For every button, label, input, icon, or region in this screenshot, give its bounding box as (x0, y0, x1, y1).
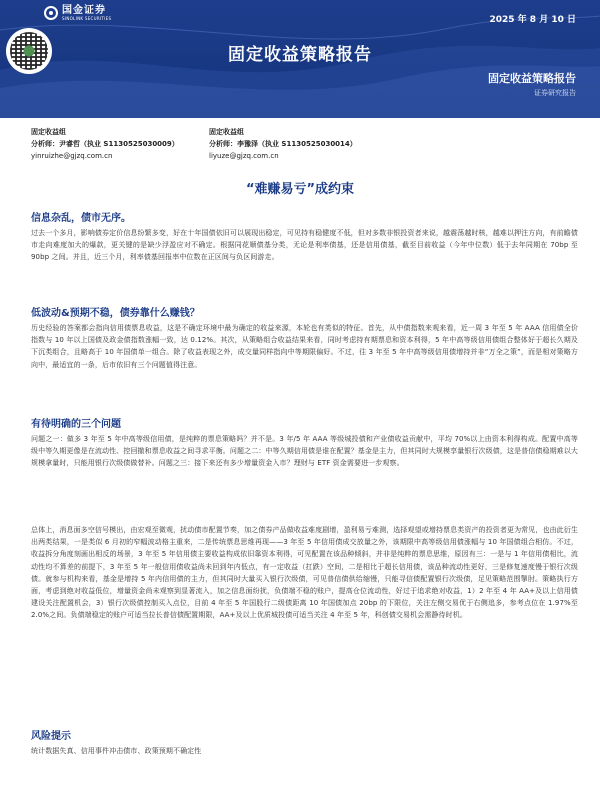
qr-code-icon (10, 32, 48, 70)
company-logo (44, 5, 111, 21)
section-info-chaos (31, 212, 578, 264)
section-heading: 信息杂乱，债市无序。 (31, 213, 131, 224)
qr-code (6, 28, 52, 74)
section-body (31, 745, 578, 757)
report-date: 2025 年 8 月 10 日 (489, 15, 576, 25)
paragraph: 问题之一：做多 3 年至 5 年中高等级信用债，是纯粹的票息策略吗？并不是。3 年/5 年 AAA 等级城投债和产业债收益贡献中，平均 70%以上由资本利得构成。配置中高等级中等久期更像是在流动性、控回撤和票息收益之间寻求平衡。问题之二：中等久期信用债是谁在配置？基金是主力，但其同时大规模享量银行次级债，这是普信债稳期难以大规模拿量时，只能用银行次级债做替补。问题之三：接下来还有多少增量资金入市？理财与 ETF 资金需要进一步观察。 (31, 435, 578, 468)
section-low-volatility (31, 307, 578, 371)
analyst-name: 分析师：李豫泽（执业 S1130525030014） (209, 140, 357, 148)
section-body (31, 227, 578, 264)
paragraph: 统计数据失真、信用事件冲击债市、政策预期不确定性 (31, 747, 202, 755)
section-summary (31, 522, 578, 622)
banner-report-category: 证券研究报告 (534, 89, 576, 97)
report-banner (0, 0, 600, 118)
section-body (31, 433, 578, 470)
analyst-group: 固定收益组 (209, 128, 244, 136)
section-heading: 有待明确的三个问题 (31, 419, 121, 430)
paragraph: 过去一个多月，影响债券定价信息纷繁多变，好在十年国债依旧可以展现出稳定，可见持有稳健度不低，但对多数非银投资者来说，越震荡越时核，越难以押注方向，有前瞻债市走向难度加大的爆款，更关键的是缺少浮盈应对不确定。根据同花顺债基分类，无论是利率债基，还是信用债基，截至目前收益（今年中位数）低于去年同期在 70bp 至 90bp 之间。并且，近三个月，利率债基回报率中位数在正区间与负区间游走。 (31, 229, 578, 262)
section-heading: 低波动&预期不稳，债券靠什么赚钱？ (31, 308, 200, 319)
section-heading: 风险提示 (31, 731, 71, 742)
analyst-email[interactable]: liyuze@gjzq.com.cn (209, 152, 279, 160)
company-name-en: SINOLINK SECURITIES (62, 15, 112, 21)
report-title: “难赚易亏”成约束 (245, 182, 355, 197)
company-name-cn: 国金证券 (62, 4, 106, 16)
logo-mark-icon (44, 6, 58, 20)
paragraph: 历史经验的答案都会指向信用债票息收益，这是不确定环境中最为确定的收益来源，本轮也有类似的特征。首先，从中债指数来观来看，近一周 3 年至 5 年 AAA 信用债全价指数与 10 年以上国债及政金债指数涨幅一致，达 0.12%。其次，从策略组合收益结果来看，同时考虑持有期票息和资本利得，5 年中高等级信用债组合整体好于超长久期及下沉类组合，且略高于 10 年国债单一组合。除了收益表现之外，成交量同样指向中等期限偏好。不过，往 3 年至 5 年中高等级信用债增持并非“万全之策”，而是相对策略方向中，最适宜的一条，后市依旧有三个问题值得注意。 (31, 324, 578, 369)
section-body (31, 322, 578, 371)
analyst-card (209, 126, 357, 162)
section-three-questions (31, 418, 578, 470)
analyst-info (31, 126, 576, 168)
section-risk-warning (31, 730, 578, 757)
analyst-email[interactable]: yinruizhe@gjzq.com.cn (31, 152, 113, 160)
analyst-name: 分析师：尹睿哲（执业 S1130525030009） (31, 140, 179, 148)
analyst-group: 固定收益组 (31, 128, 66, 136)
paragraph: 总体上，消息面多空信号模出，由宏观至微观，扰动债市配置节奏，加之债券产品做收益难度剧增，盈利易亏难测，选择观望或增持票息类资产的投资者更为常见，也由此衍生出两类结果，一是类似 6 月初的窄幅波动格主重来，二是传统票息思维再现——3 年至 5 年信用债成交放量之外，该期限中高等级信用债涨幅与 10 年国债组合相仿。不过，收益拆分角度刻画出相反的场景，3 年至 5 年信用债主要收益构成依旧靠资本利得，可见配置在该品种倾斜，并非是纯粹的票息思维，原因有三：一是与 1 年信用债相比，流动性均不算差的前提下，3 年至 5 年一般信用债收益尚未回到年内低点，有一定收益（扛跌）空间，二是相比于超长信用债，该品种流动性更好，三是修复速度慢于银行次级债。就参与机构来看，基金是增持 5 年内信用债的主力，但其同时大量买入银行次级债，可见普信债供给缩慢，只能寻信债配置银行次级债，足见策略范围掣肘。策略执行方面，考虑到绝对收益低位，增量资金尚未观察到显著流入，加之信息面纷扰，负债端不稳的账户，提高仓位流动性，好过于追求绝对收益，1）2 年至 4 年 AA+及以上信用债建设关注配置机会，3）银行次级债控制买入点位，目前 4 年至 5 年国股行二级债距离 10 年国债加点 20bp 的下限位，关注左侧交易优于右侧追多，参考点位在 1.97%至 2.0%之间。负债端稳定的账户可适当拉长普信债配置期限，AA+及以上优质城投债可适当关注 4 年至 5 年，科创债交易机会需静待时机。 (31, 526, 578, 620)
analyst-card (31, 126, 179, 162)
banner-report-type: 固定收益策略报告 (488, 72, 576, 85)
section-body (31, 524, 578, 622)
banner-title: 固定收益策略报告 (228, 45, 372, 65)
